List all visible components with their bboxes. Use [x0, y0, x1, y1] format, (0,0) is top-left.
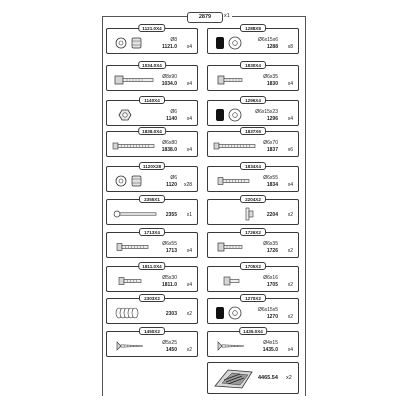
part-dimension: Ø5x30 [162, 275, 177, 281]
part-card [106, 232, 198, 258]
short-bolt-icon [214, 71, 258, 89]
part-quantity: x4 [287, 347, 293, 353]
part-quantity: x1 [186, 212, 192, 218]
part-code: 1837 [266, 147, 278, 153]
part-card [106, 331, 198, 357]
screw-icon [214, 172, 258, 190]
part-card [207, 266, 299, 292]
part-code: 2204 [266, 212, 278, 218]
part-quantity: x28 [183, 182, 192, 188]
part-quantity: x4 [186, 282, 192, 288]
frame-left-line [102, 16, 103, 396]
part-tag: 1121.0X4 [138, 24, 165, 32]
part-code: 1726 [266, 248, 278, 254]
part-card [207, 28, 299, 54]
part-dimension: Ø5x25 [162, 340, 177, 346]
part-card [207, 232, 299, 258]
ring-stack-icon [113, 304, 157, 322]
part-tag: 2355X1 [139, 195, 165, 203]
washer-nut-icon [113, 172, 157, 190]
spacer-icon [214, 106, 258, 124]
tiny-bolt-icon [214, 272, 258, 290]
sheet-title-qty: x1 [224, 13, 230, 19]
part-quantity: x8 [287, 44, 293, 50]
wood-screw-icon [214, 337, 258, 355]
part-quantity: x2 [186, 347, 192, 353]
sheet-title: 2879 [187, 12, 223, 23]
part-tag: 1296X4 [240, 96, 266, 104]
part-card [207, 199, 299, 225]
part-card [207, 298, 299, 324]
part-tag: 2204X2 [240, 195, 266, 203]
part-dimension: Ø6 [170, 175, 177, 181]
long-screw-icon [113, 137, 157, 155]
part-quantity: x4 [287, 116, 293, 122]
wrench-tool-icon [212, 366, 256, 392]
part-card [207, 100, 299, 126]
part-quantity: x4 [186, 248, 192, 254]
part-dimension: Ø6 [170, 109, 177, 115]
part-tag: 1450X2 [139, 327, 165, 335]
part-card [106, 199, 198, 225]
part-tag: 1834X4 [240, 162, 266, 170]
part-tag: 1705X2 [240, 262, 266, 270]
pin-icon [214, 205, 258, 223]
part-card [207, 131, 299, 157]
part-code: 2303 [165, 311, 177, 317]
part-card [106, 266, 198, 292]
part-quantity: x2 [287, 212, 293, 218]
part-dimension: Ø8x90 [162, 74, 177, 80]
part-tag: 1288X8 [240, 24, 266, 32]
part-card [106, 65, 198, 91]
part-code: 1120 [166, 182, 177, 188]
part-quantity: x4 [186, 81, 192, 87]
short-screw-icon [113, 272, 157, 290]
part-card [106, 28, 198, 54]
part-card [207, 166, 299, 192]
hex-nut-icon [113, 106, 157, 124]
washer-nut-icon [113, 34, 157, 52]
part-code: 1140 [166, 116, 177, 122]
part-code: 1705 [266, 282, 278, 288]
part-dimension: Ø6x80 [162, 140, 177, 146]
tool-qty: x2 [286, 375, 292, 381]
part-tag: 1837X6 [240, 127, 266, 135]
part-code: 1288 [266, 44, 278, 50]
part-tag: 1811.0X4 [138, 262, 165, 270]
part-quantity: x4 [186, 147, 192, 153]
part-code: 1121.0 [161, 44, 177, 50]
part-card [207, 65, 299, 91]
part-quantity: x4 [186, 44, 192, 50]
part-code: 1296 [266, 116, 278, 122]
rod-icon [113, 205, 157, 223]
part-code: 1838.0 [161, 147, 177, 153]
long-screw-icon [214, 137, 258, 155]
part-tag: 1726X2 [240, 228, 266, 236]
part-dimension: Ø6x35 [263, 241, 278, 247]
part-quantity: x4 [287, 81, 293, 87]
part-dimension: Ø6x55 [263, 175, 278, 181]
short-bolt-icon [214, 238, 258, 256]
part-tag: 1270X2 [240, 294, 266, 302]
wood-screw-icon [113, 337, 157, 355]
part-tag: 1838.0X4 [138, 127, 166, 135]
frame-top-line [102, 16, 187, 17]
part-card [106, 131, 198, 157]
part-dimension: Ø6x35 [263, 74, 278, 80]
part-dimension: Ø6x55 [162, 241, 177, 247]
part-quantity: x2 [287, 314, 293, 320]
part-tag: 1713X4 [139, 228, 165, 236]
part-quantity: x2 [186, 311, 192, 317]
part-tag: 1034.0X4 [138, 61, 166, 69]
part-code: 2355 [165, 212, 177, 218]
part-code: 1270 [266, 314, 278, 320]
part-code: 1713 [165, 248, 177, 254]
part-tag: 1830X4 [240, 61, 266, 69]
frame-top-line-right [232, 16, 305, 17]
part-dimension: Ø6x15x5 [257, 307, 278, 313]
spacer-icon [214, 304, 258, 322]
part-dimension: Ø6x16 [263, 275, 278, 281]
part-tag: 1140X4 [139, 96, 165, 104]
part-quantity: x6 [287, 147, 293, 153]
part-card [106, 298, 198, 324]
part-card [207, 331, 299, 357]
part-code: 1811.0 [161, 282, 177, 288]
part-tag: 2303X2 [139, 294, 165, 302]
spacer-icon [214, 34, 258, 52]
part-quantity: x4 [186, 116, 192, 122]
part-code: 1034.0 [161, 81, 177, 87]
part-quantity: x4 [287, 182, 293, 188]
part-code: 1834 [266, 182, 278, 188]
part-card [106, 100, 198, 126]
part-card [106, 166, 198, 192]
frame-right-line [305, 16, 306, 396]
part-dimension: Ø6x15x6 [257, 37, 278, 43]
part-quantity: x2 [287, 282, 293, 288]
part-tag: 1120X28 [139, 162, 165, 170]
part-code: 1450 [165, 347, 177, 353]
part-tag: 1435.0X4 [239, 327, 267, 335]
part-dimension: Ø6x15x23 [255, 109, 278, 115]
part-dimension: Ø8 [170, 37, 177, 43]
screw-icon [113, 238, 157, 256]
part-dimension: Ø4x15 [263, 340, 278, 346]
tool-code: 4465.54 [258, 375, 278, 381]
part-dimension: Ø6x70 [263, 140, 278, 146]
part-quantity: x2 [287, 248, 293, 254]
tool-card [207, 362, 299, 394]
long-bolt-icon [113, 71, 157, 89]
part-code: 1830 [266, 81, 278, 87]
part-code: 1435.0 [262, 347, 278, 353]
